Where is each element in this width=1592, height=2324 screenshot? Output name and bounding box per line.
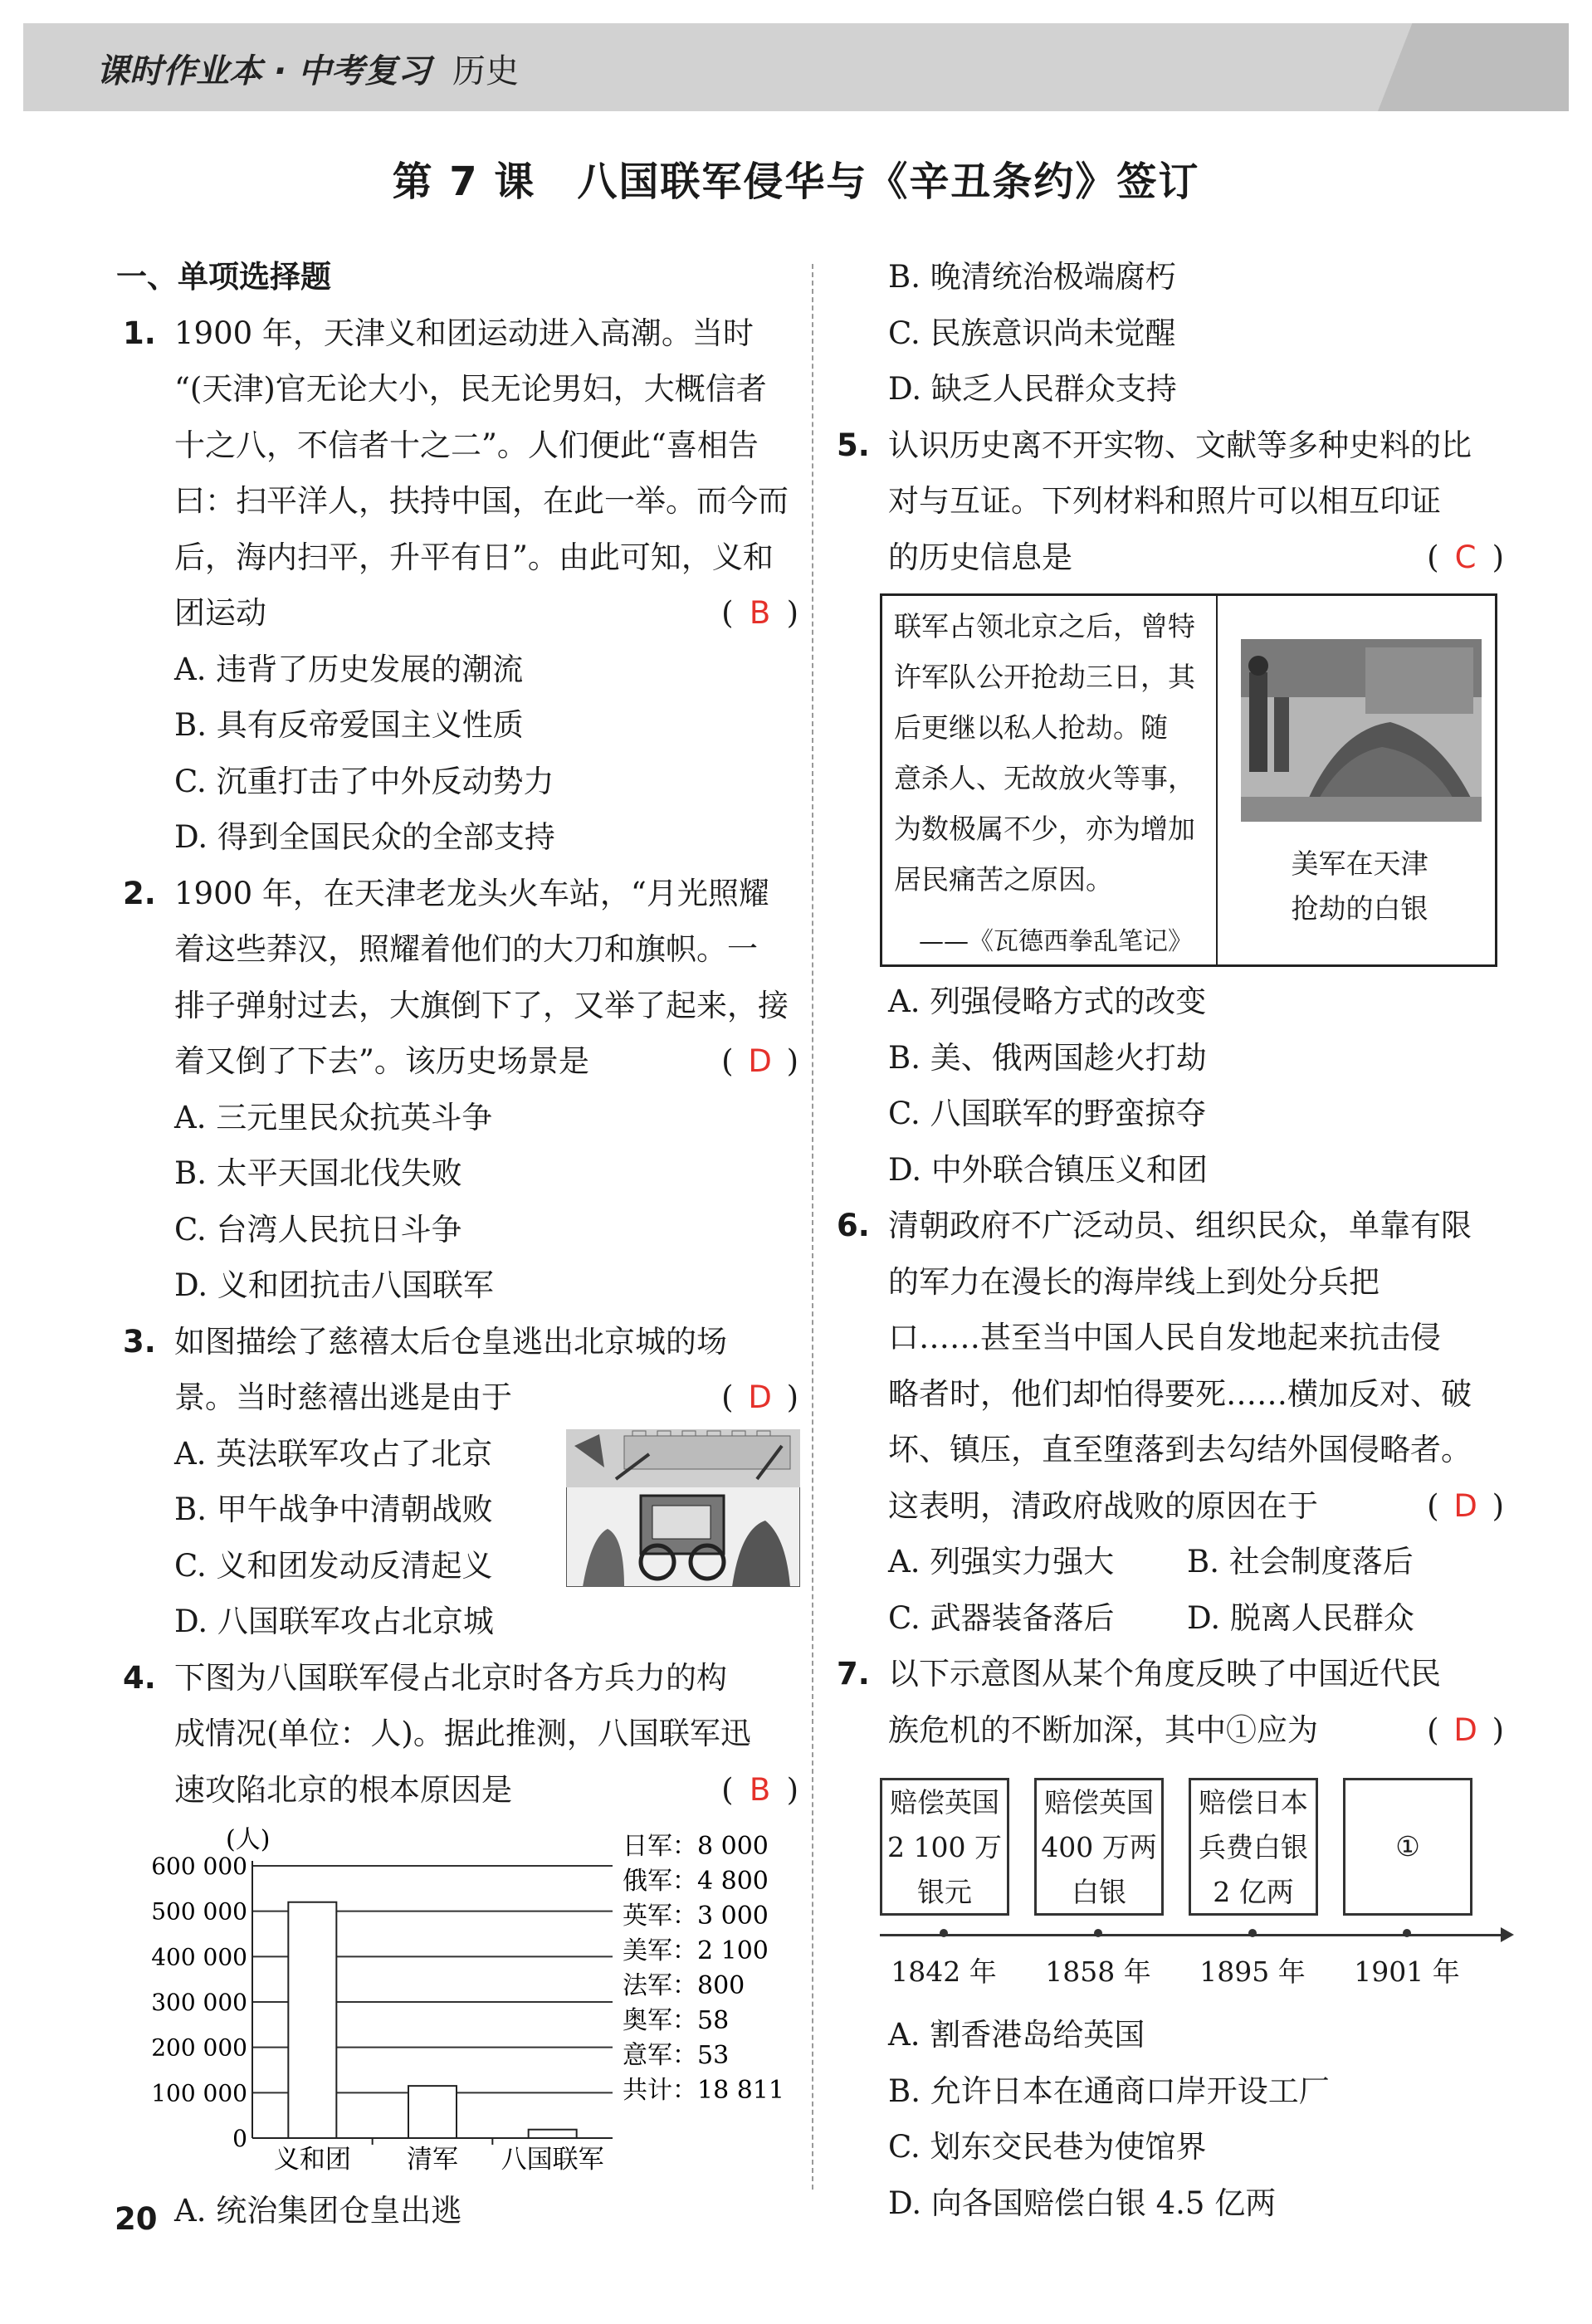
timeline-dot <box>1094 1929 1102 1937</box>
box-line: 赔偿日本 <box>1199 1786 1308 1819</box>
timeline-year: 1895 年 <box>1199 1955 1306 1988</box>
photo-caption <box>1223 842 1497 931</box>
question-line: 曰：扫平洋人，扶持中国，在此一举。而今而 <box>174 483 789 519</box>
option: C. 台湾人民抗日斗争 <box>174 1211 462 1247</box>
question-line: 着这些莽汉，照耀着他们的大刀和旗帜。一 <box>174 931 758 967</box>
box-line: 白银 <box>1072 1876 1126 1908</box>
question-line: 如图描绘了慈禧太后仓皇逃出北京城的场 <box>174 1323 727 1360</box>
answer-bracket: ( D ) <box>721 1370 798 1426</box>
option: B. 太平天国北伐失败 <box>174 1155 462 1191</box>
question-3-options <box>126 1426 798 1650</box>
question-5 <box>837 417 1504 586</box>
question-line: 下图为八国联军侵占北京时各方兵力的构 <box>174 1659 727 1696</box>
source-material-box <box>880 593 1497 967</box>
column-divider <box>812 264 813 2190</box>
book-header <box>96 45 519 92</box>
question-line: 坏、镇压，直至堕落到去勾结外国侵略者。 <box>888 1432 1472 1467</box>
option: C. 武器装备落后 <box>888 1599 1115 1636</box>
answer-letter: B <box>749 1771 771 1808</box>
book-title: 课时作业本 · 中考复习 <box>96 52 432 90</box>
question-line: 这表明，清政府战败的原因在于 <box>888 1487 1318 1524</box>
timeline-box <box>1034 1778 1164 1916</box>
question-6 <box>837 1198 1504 1534</box>
box-line: 400 万两 <box>1041 1831 1157 1863</box>
lesson-title: 第 7 课 八国联军侵华与《辛丑条约》签订 <box>392 159 1200 205</box>
answer-bracket: ( D ) <box>721 1033 798 1090</box>
question-line: 团运动 <box>174 595 266 631</box>
answer-bracket: ( C ) <box>1427 530 1504 586</box>
x-tick-label: 八国联军 <box>501 2145 604 2171</box>
timeline-dot <box>1248 1929 1257 1937</box>
box-separator <box>1216 596 1218 964</box>
answer-bracket: ( B ) <box>721 585 798 642</box>
timeline-box-unknown <box>1343 1778 1472 1916</box>
option: A. 违背了历史发展的潮流 <box>174 651 524 687</box>
question-2 <box>123 866 798 1090</box>
answer-bracket: ( D ) <box>1427 1478 1504 1535</box>
option: D. 八国联军攻占北京城 <box>174 1604 494 1639</box>
question-line: 十之八，不信者十之二”。人们便此“喜相告 <box>174 427 759 463</box>
question-line: 排子弹射过去，大旗倒下了，又举了起来，接 <box>174 987 789 1023</box>
y-tick-label: 100 000 <box>151 2079 247 2107</box>
box-line: 银元 <box>917 1876 972 1908</box>
timeline-year: 1901 年 <box>1354 1955 1460 1988</box>
option: D. 脱离人民群众 <box>1187 1599 1414 1636</box>
question-number: 1. <box>123 315 156 351</box>
y-axis-unit-label: (人) <box>226 1825 271 1854</box>
box-line: 兵费白银 <box>1199 1831 1308 1863</box>
option: B. 社会制度落后 <box>1187 1544 1414 1579</box>
box-line: 2 100 万 <box>887 1831 1002 1863</box>
section-heading: 一、单项选择题 <box>116 259 331 295</box>
option: D. 缺乏人民群众支持 <box>888 371 1177 407</box>
question-line: 清朝政府不广泛动员、组织民众，单靠有限 <box>888 1208 1472 1243</box>
bar-chart <box>143 1818 798 2171</box>
legend-entry: 共计：18 811 <box>623 2076 784 2105</box>
quote-line: 意杀人、无故放火等事， <box>894 762 1195 794</box>
option: B. 允许日本在通商口岸开设工厂 <box>888 2073 1330 2109</box>
question-number: 2. <box>123 875 156 911</box>
subject-label: 历史 <box>452 52 520 90</box>
legend-entry: 日军：8 000 <box>623 1832 769 1861</box>
option: A. 三元里民众抗英斗争 <box>174 1099 493 1135</box>
caption-line: 美军在天津 <box>1291 847 1428 880</box>
quote-line: 为数极属不少，亦为增加 <box>894 813 1195 845</box>
option: C. 划东交民巷为使馆界 <box>888 2129 1207 2165</box>
answer-letter: D <box>1453 1711 1477 1748</box>
y-tick-label: 200 000 <box>151 2034 247 2062</box>
bar <box>288 1902 336 2138</box>
question-3 <box>123 1314 798 1426</box>
quote-line: 联军占领北京之后，曾特 <box>894 610 1195 642</box>
option: A. 列强侵略方式的改变 <box>888 984 1207 1019</box>
question-line: 景。当时慈禧出逃是由于 <box>174 1379 512 1415</box>
question-number: 5. <box>837 427 870 463</box>
bar <box>408 2086 457 2138</box>
option: C. 沉重打击了中外反动势力 <box>174 763 554 799</box>
option: A. 统治集团仓皇出逃 <box>174 2193 462 2229</box>
troop-strength-chart <box>143 1818 798 2171</box>
y-tick-label: 300 000 <box>151 1989 247 2016</box>
answer-letter: C <box>1454 539 1477 575</box>
question-1 <box>123 305 798 642</box>
question-line: 以下示意图从某个角度反映了中国近代民 <box>888 1656 1441 1692</box>
option: D. 中外联合镇压义和团 <box>888 1151 1208 1188</box>
answer-letter: D <box>1453 1487 1477 1524</box>
option: D. 向各国赔偿白银 4.5 亿两 <box>888 2185 1277 2221</box>
question-line: 成情况(单位：人)。据此推测，八国联军迅 <box>174 1716 751 1751</box>
quote-line: 居民痛苦之原因。 <box>894 863 1113 896</box>
option: A. 英法联军攻占了北京 <box>174 1435 493 1472</box>
quote-text <box>894 601 1209 905</box>
y-tick-label: 600 000 <box>151 1853 247 1880</box>
box-line: 赔偿英国 <box>890 1786 999 1819</box>
option: C. 民族意识尚未觉醒 <box>888 315 1176 351</box>
right-column <box>837 249 1504 2231</box>
timeline-year: 1842 年 <box>891 1955 997 1988</box>
question-line: 1900 年，在天津老龙头火车站，“月光照耀 <box>174 875 769 911</box>
question-7 <box>837 1646 1504 1758</box>
answer-letter: D <box>748 1043 772 1079</box>
answer-letter: B <box>749 595 771 631</box>
legend-entry: 俄军：4 800 <box>623 1867 769 1896</box>
option: C. 义和团发动反清起义 <box>174 1547 493 1584</box>
question-line: 1900 年，天津义和团运动进入高潮。当时 <box>174 315 754 351</box>
left-column <box>116 249 798 2239</box>
question-line: 速攻陷北京的根本原因是 <box>174 1771 512 1808</box>
option: D. 义和团抗击八国联军 <box>174 1267 494 1303</box>
caption-line: 抢劫的白银 <box>1291 892 1428 925</box>
option: B. 晚清统治极端腐朽 <box>888 259 1176 295</box>
bar <box>529 2130 577 2138</box>
option-row <box>840 1534 1504 1590</box>
option: B. 美、俄两国趁火打劫 <box>888 1039 1207 1076</box>
question-line: 口……甚至当中国人民自发地起来抗击侵 <box>888 1320 1441 1355</box>
box-line: 2 亿两 <box>1213 1876 1294 1908</box>
x-tick-label: 义和团 <box>273 2145 351 2171</box>
question-line: “(天津)官无论大小，民无论男妇，大概信者 <box>174 371 767 407</box>
timeline-dot <box>1403 1929 1411 1937</box>
question-4 <box>123 1650 798 1819</box>
y-tick-label: 400 000 <box>151 1943 247 1971</box>
cixi-escape-illustration <box>566 1429 800 1587</box>
question-line: 的军力在漫长的海岸线上到处分兵把 <box>888 1263 1380 1300</box>
question-line: 略者时，他们却怕得要死……横加反对、破 <box>888 1375 1472 1412</box>
option: D. 得到全国民众的全部支持 <box>174 819 555 855</box>
question-number: 3. <box>123 1323 156 1360</box>
timeline-box <box>880 1778 1009 1916</box>
option: C. 八国联军的野蛮掠夺 <box>888 1096 1207 1131</box>
timeline-diagram <box>880 1758 1504 2007</box>
answer-bracket: ( D ) <box>1427 1702 1504 1759</box>
option: A. 割香港岛给英国 <box>888 2017 1145 2053</box>
question-number: 4. <box>123 1659 156 1696</box>
legend-entry: 奥军：58 <box>623 2006 730 2035</box>
timeline-year: 1858 年 <box>1045 1955 1151 1988</box>
legend-entry: 美军：2 100 <box>623 1936 769 1965</box>
question-line: 认识历史离不开实物、文献等多种史料的比 <box>888 427 1472 463</box>
quote-source: ——《瓦德西拳乱笔记》 <box>919 927 1193 956</box>
page-number: 20 <box>115 2201 158 2237</box>
x-tick-label: 清军 <box>407 2145 458 2171</box>
question-number: 7. <box>837 1656 870 1692</box>
legend-entry: 英军：3 000 <box>623 1902 769 1931</box>
y-tick-label: 500 000 <box>151 1897 247 1926</box>
quote-line: 后更继以私人抢劫。随 <box>894 711 1168 744</box>
legend-entry: 意军：53 <box>623 2041 730 2070</box>
question-number: 6. <box>837 1208 870 1243</box>
arrow-right-icon <box>1501 1927 1514 1942</box>
question-line: 族危机的不断加深，其中①应为 <box>888 1711 1318 1748</box>
question-line: 对与互证。下列材料和照片可以相互印证 <box>888 483 1441 519</box>
option: A. 列强实力强大 <box>888 1544 1115 1579</box>
question-line: 后，海内扫平，升平有日”。由此可知，义和 <box>174 539 774 575</box>
option: B. 具有反帝爱国主义性质 <box>174 707 524 743</box>
circled-one-marker: ① <box>1395 1830 1420 1863</box>
question-line: 着又倒了下去”。该历史场景是 <box>174 1043 589 1079</box>
question-line: 的历史信息是 <box>888 539 1072 575</box>
timeline-dot <box>940 1929 948 1937</box>
y-tick-label: 0 <box>232 2125 247 2152</box>
box-line: 赔偿英国 <box>1044 1786 1154 1819</box>
quote-line: 许军队公开抢劫三日，其 <box>894 661 1195 693</box>
answer-bracket: ( B ) <box>721 1762 798 1819</box>
answer-letter: D <box>748 1379 772 1415</box>
option-row <box>840 1590 1504 1647</box>
silver-looting-photo <box>1241 639 1482 822</box>
timeline-box <box>1189 1778 1318 1916</box>
timeline-axis <box>880 1934 1506 1936</box>
option: B. 甲午战争中清朝战败 <box>174 1492 493 1527</box>
legend-entry: 法军：800 <box>623 1971 745 2000</box>
